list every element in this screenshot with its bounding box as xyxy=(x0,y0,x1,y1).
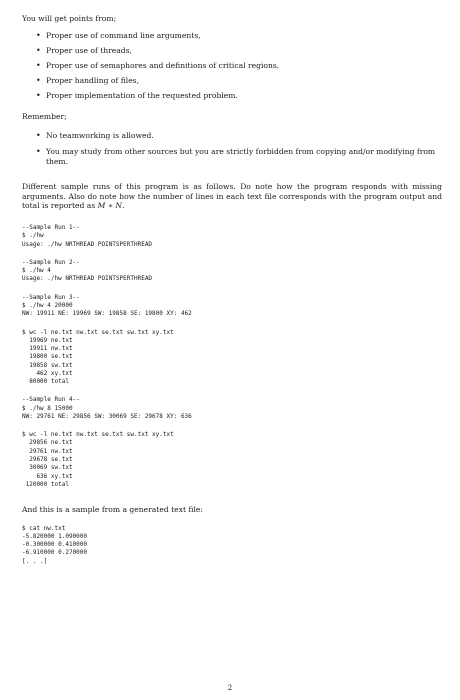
page-number: 2 xyxy=(227,684,233,692)
remember-heading: Remember; xyxy=(22,112,67,122)
code-line: 19969 ne.txt xyxy=(29,336,73,344)
list-item: • Proper use of command line arguments, xyxy=(36,31,442,40)
code-line: 462 xy.txt xyxy=(36,369,73,377)
code-line: NW: 29761 NE: 29856 SW: 30069 SE: 29678 XY: 636 xyxy=(22,412,192,420)
list-item: • Proper use of semaphores and definitions of critical regions, xyxy=(36,61,442,70)
sample-heading: And this is a sample from a generated text file: xyxy=(22,505,203,515)
code-line: 19911 nw.txt xyxy=(29,345,73,353)
code-line: [. . .] xyxy=(22,557,48,565)
code-line: $ ./hw 4 xyxy=(22,267,51,275)
description-paragraph xyxy=(22,182,442,210)
code-line: 636 xy.txt xyxy=(36,472,73,480)
code-line: -0.300000 0.410000 xyxy=(22,541,88,549)
code-line: -6.910000 0.270000 xyxy=(22,549,88,557)
code-line: NW: 19911 NE: 19969 SW: 19858 SE: 19800 XY: 462 xyxy=(22,310,192,318)
code-line: $ ./hw 4 20000 xyxy=(22,302,73,310)
description-end: . xyxy=(122,200,125,210)
code-block xyxy=(22,431,442,489)
code-line: 29678 se.txt xyxy=(29,456,73,463)
list-item: • No teamworking is allowed. xyxy=(36,131,442,140)
code-line: 19858 sw.txt xyxy=(29,361,73,369)
code-line: -5.820000 1.090000 xyxy=(22,532,88,540)
remember-list xyxy=(22,131,442,166)
code-line: 30069 sw.txt xyxy=(29,464,73,472)
code-block xyxy=(22,294,442,319)
code-line: $ ./hw 8 15000 xyxy=(22,404,73,412)
code-line: $ ./hw xyxy=(22,232,44,240)
code-line: --Sample Run 4-- xyxy=(22,396,80,404)
code-line: 29856 ne.txt xyxy=(29,439,73,447)
code-block xyxy=(22,396,442,421)
code-line: $ wc -l ne.txt nw.txt se.txt sw.txt xy.txt xyxy=(22,328,174,336)
code-line: 120000 total xyxy=(22,480,69,488)
code-block xyxy=(22,224,442,249)
code-line: $ cat nw.txt xyxy=(22,524,66,532)
code-samples xyxy=(22,224,442,489)
code-line: 19800 se.txt xyxy=(29,353,73,361)
code-line: Usage: ./hw NRTHREAD POINTSPERTHREAD xyxy=(22,275,153,283)
list-item: • Proper handling of files, xyxy=(36,76,442,85)
list-item: • Proper use of threads, xyxy=(36,46,442,55)
points-list xyxy=(22,31,442,100)
points-intro: You will get points from; xyxy=(22,14,117,23)
code-block xyxy=(22,329,442,387)
code-line: --Sample Run 3-- xyxy=(22,293,80,301)
code-block xyxy=(22,259,442,284)
code-line: --Sample Run 2-- xyxy=(22,258,80,266)
formula: M ∗ N xyxy=(97,200,123,210)
sample-file-listing xyxy=(22,525,442,566)
code-line: --Sample Run 1-- xyxy=(22,224,80,232)
code-line: Usage: ./hw NRTHREAD POINTSPERTHREAD xyxy=(22,240,153,248)
list-item: • Proper implementation of the requested problem. xyxy=(36,91,442,100)
code-line: 80000 total xyxy=(22,378,69,386)
code-line: $ wc -l ne.txt nw.txt se.txt sw.txt xy.txt xyxy=(22,431,174,439)
description-text: Different sample runs of this program is as follows. Do note how the program responds with missing arguments. Also do note how the number of lines in each text file corresponds with the program output and total is reported as xyxy=(22,182,442,210)
code-line: 29761 nw.txt xyxy=(29,447,73,455)
document-page xyxy=(22,14,442,566)
list-item: • You may study from other sources but you are strictly forbidden from copying and/or modifying from them. xyxy=(36,147,442,166)
